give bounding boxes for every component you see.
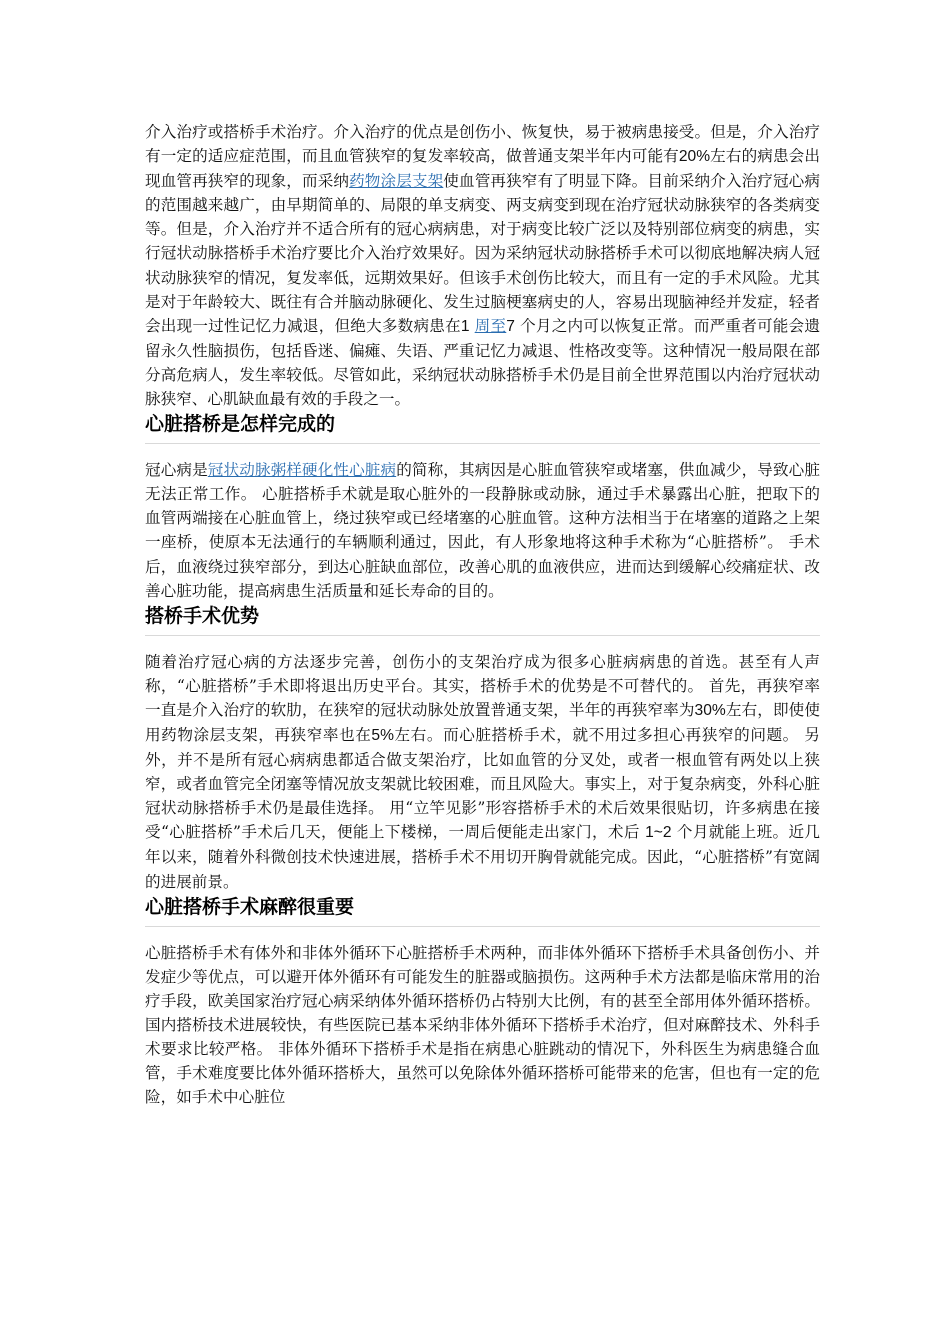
intro-paragraph: [145, 120, 820, 411]
section-heading-anesthesia: 心脏搭桥手术麻醉很重要: [145, 894, 820, 927]
percent-value: 5%: [371, 726, 394, 744]
coronary-heart-disease-link[interactable]: 冠状动脉粥样硬化性心脏病: [207, 461, 397, 480]
number-value: 1: [460, 317, 470, 335]
text-run: 冠心病是: [145, 461, 208, 480]
advantages-paragraph: [145, 650, 820, 894]
document-page: [145, 120, 820, 1109]
how-bypass-paragraph: [145, 458, 820, 603]
text-run: 介入治疗或搭桥手术治疗。介入治疗的优点是创伤小、恢复快，易于被病患接受。但是，介入治疗有一定的适应症范围，而且血管狭窄的复发率较高，做普通支架半年内可能有: [145, 123, 820, 166]
text-run: 左右。而心脏搭桥手术，就不用过多担心再狭窄的问题。 另外，并不是所有冠心病病患都适合做支架治疗，比如血管的分叉处，或者一根血管有两处以上狭窄，或者血管完全闭塞等情况放支架就比较困难，而且风险大。事实上，对于复杂病变，外科心脏冠状动脉搭桥手术仍是最佳选择。 用“立竿见影”形容搭桥手术的术后效果很贴切，许多病患在接受“心脏搭桥”手术后几天，便能上下楼梯，一周后便能走出家门，术后: [145, 725, 820, 842]
text-run: 个月之内可以恢复正常。而严重者可能会遗留永久性脑损伤，包括昏迷、偏瘫、失语、严重记忆力减退、性格改变等。这种情况一般局限在部分高危病人，发生率较低。尽管如此，采纳冠状动脉搭桥手术仍是目前全世界范围以内治疗冠状动脉狭窄、心肌缺血最有效的手段之一。: [145, 316, 820, 409]
week-to-link[interactable]: 周至: [474, 316, 507, 335]
text-run: 个月就能上班。近几年以来，随着外科微创技术快速进展，搭桥手术不用切开胸骨就能完成。因此，“心脏搭桥”有宽阔的进展前景。: [145, 823, 820, 891]
number-value: 7: [506, 317, 515, 335]
section-heading-bypass-advantages: 搭桥手术优势: [145, 603, 820, 636]
percent-value: 20%: [678, 148, 711, 166]
percent-value: 30%: [694, 701, 726, 719]
drug-coated-stent-link[interactable]: 药物涂层支架: [349, 172, 444, 191]
number-value: 1~2: [645, 824, 672, 842]
anesthesia-paragraph: [145, 941, 820, 1110]
text-run: 心脏搭桥手术有体外和非体外循环下心脏搭桥手术两种，而非体外循环下搭桥手术具备创伤小、并发症少等优点，可以避开体外循环有可能发生的脏器或脑损伤。这两种手术方法都是临床常用的治疗手段，欧美国家治疗冠心病采纳体外循环搭桥仍占特别大比例，有的甚至全部用体外循环搭桥。国内搭桥技术进展较快，有些医院已基本采纳非体外循环下搭桥手术治疗，但对麻醉技术、外科手术要求比较严格。 非体外循环下搭桥手术是指在病患心脏跳动的情况下，外科医生为病患缝合血管，手术难度要比体外循环搭桥大，虽然可以免除体外循环搭桥可能带来的危害，但也有一定的危险，如手术中心脏位: [145, 943, 820, 1107]
section-heading-how-bypass-done: 心脏搭桥是怎样完成的: [145, 411, 820, 444]
text-run: 的简称，其病因是心脏血管狭窄或堵塞，供血减少，导致心脏无法正常工作。 心脏搭桥手术就是取心脏外的一段静脉或动脉，通过手术暴露出心脏，把取下的血管两端接在心脏血管上，绕过狭窄或已经堵塞的心脏血管。这种方法相当于在堵塞的道路之上架一座桥，使原本无法通行的车辆顺利通过，因此，有人形象地将这种手术称为“心脏搭桥”。 手术后，血液绕过狭窄部分，到达心脏缺血部位，改善心肌的血液供应，进而达到缓解心绞痛症状、改善心脏功能，提高病患生活质量和延长寿命的目的。: [145, 461, 820, 600]
text-run: 随着治疗冠心病的方法逐步完善，创伤小的支架治疗成为很多心脏病病患的首选。甚至有人声称，“心脏搭桥”手术即将退出历史平台。其实，搭桥手术的优势是不可替代的。 首先，再狭窄率一直是介入治疗的软肋，在狭窄的冠状动脉处放置普通支架，半年的再狭窄率为: [145, 652, 820, 719]
text-run: 左右的病患会出现血管再狭窄的现象，而采纳: [145, 147, 820, 191]
text-run: 左右，即使使用药物涂层支架，再狭窄率也在: [145, 700, 820, 744]
text-run: 使血管再狭窄有了明显下降。目前采纳介入治疗冠心病的范围越来越广，由早期简单的、局限的单支病变、两支病变到现在治疗冠状动脉狭窄的各类病变等。但是，介入治疗并不适合所有的冠心病病患，对于病变比较广泛以及特别部位病变的病患，实行冠状动脉搭桥手术治疗要比介入治疗效果好。因为采纳冠状动脉搭桥手术可以彻底地解决病人冠状动脉狭窄的情况，复发率低，远期效果好。但该手术创伤比较大，而且有一定的手术风险。尤其是对于年龄较大、既往有合并脑动脉硬化、发生过脑梗塞病史的人，容易出现脑神经并发症，轻者会出现一过性记忆力减退，但绝大多数病患在: [145, 172, 820, 335]
